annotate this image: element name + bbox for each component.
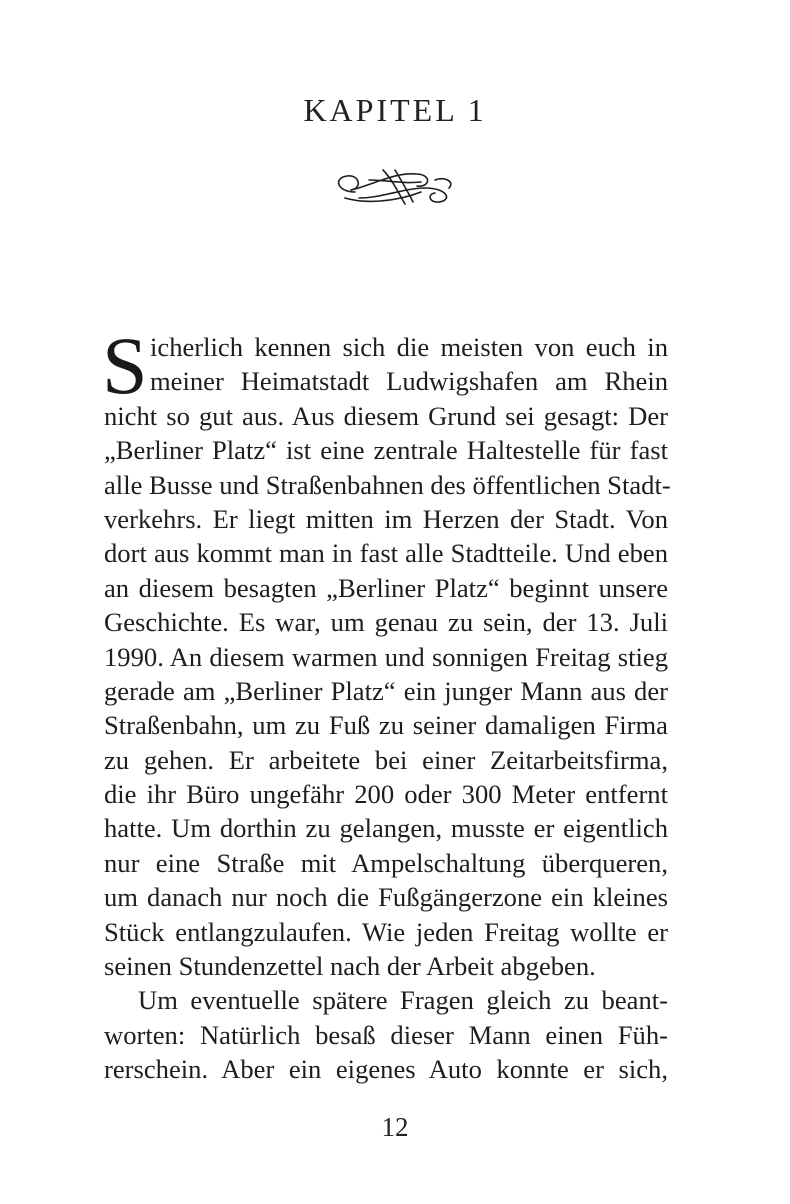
text-line: worten: Natürlich besaß dieser Mann einen Füh- bbox=[104, 1019, 668, 1050]
text-line: seinen Stundenzettel nach der Arbeit abgeben. bbox=[104, 951, 596, 982]
chapter-title: KAPITEL 1 bbox=[303, 92, 487, 128]
text-line: nicht so gut aus. Aus diesem Grund sei gesagt: Der bbox=[104, 400, 668, 431]
text-line: icherlich kennen sich die meisten von euch in bbox=[150, 332, 668, 362]
text-line: Um eventuelle spätere Fragen gleich zu beant- bbox=[138, 985, 668, 1016]
text-line: Straßenbahn, um zu Fuß zu seiner damaligen Firma bbox=[104, 710, 668, 741]
chapter-text bbox=[102, 320, 671, 1087]
flourish-ornament-icon bbox=[325, 158, 465, 218]
text-line: an diesem besagten „Berliner Platz“ beginnt unsere bbox=[104, 572, 668, 603]
text-line: die ihr Büro ungefähr 200 oder 300 Meter entfernt bbox=[104, 779, 668, 810]
text-line: hatte. Um dorthin zu gelangen, musste er eigentlich bbox=[104, 813, 668, 844]
text-line: dort aus kommt man in fast alle Stadtteile. Und eben bbox=[104, 538, 668, 569]
text-line: „Berliner Platz“ ist eine zentrale Haltestelle für fast bbox=[104, 435, 668, 466]
page-number: 12 bbox=[381, 1112, 409, 1142]
text-line: Geschichte. Es war, um genau zu sein, der 13. Juli bbox=[104, 607, 668, 638]
text-line: um danach nur noch die Fußgängerzone ein kleines bbox=[104, 882, 668, 913]
text-line: Stück entlangzulaufen. Wie jeden Freitag wollte er bbox=[104, 916, 668, 947]
text-line: rerschein. Aber ein eigenes Auto konnte er sich, bbox=[104, 1054, 668, 1085]
text-line: 1990. An diesem warmen und sonnigen Freitag stieg bbox=[104, 641, 668, 672]
text-line: nur eine Straße mit Ampelschaltung überqueren, bbox=[104, 847, 668, 878]
text-line: verkehrs. Er liegt mitten im Herzen der Stadt. Von bbox=[104, 503, 668, 534]
text-line: zu gehen. Er arbeitete bei einer Zeitarbeitsfirma, bbox=[104, 744, 668, 775]
drop-cap: S bbox=[102, 320, 148, 411]
text-line: gerade am „Berliner Platz“ ein junger Mann aus der bbox=[104, 675, 668, 706]
text-line: meiner Heimatstadt Ludwigshafen am Rhein bbox=[150, 366, 668, 397]
text-line: alle Busse und Straßenbahnen des öffentlichen Stadt- bbox=[104, 469, 671, 500]
